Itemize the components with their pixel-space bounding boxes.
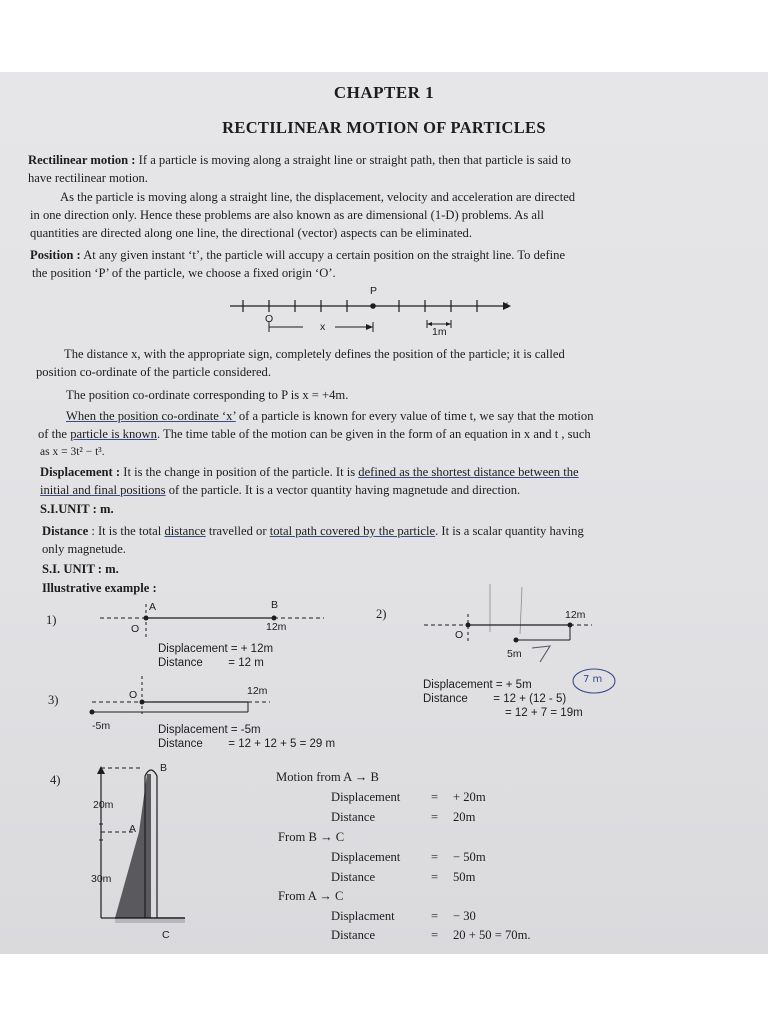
position-line1 (30, 247, 565, 264)
ex4-h-top: 20m (93, 799, 114, 811)
displacement-line2 (40, 482, 520, 499)
ex2-dist-right: 12m (565, 609, 586, 621)
ex4-row1-label: Distance (331, 810, 376, 824)
known-motion-underlined: When the position co-ordinate ‘x’ (66, 409, 236, 423)
known-motion-rest2: . The time table of the motion can be given in the form of an equation in x and t , such (156, 427, 591, 441)
si-unit-2: S.I. UNIT : m. (42, 562, 119, 576)
ex4-row3-eq: = (431, 870, 439, 884)
ex4-row5-label: Distance (331, 928, 376, 942)
rectilinear-line2: have rectilinear motion. (28, 171, 148, 185)
ex4-number: 4) (50, 773, 61, 787)
distance-text1c: . It is a scalar quantity having (435, 524, 584, 538)
position-line2: the position ‘P’ of the particle, we choose a fixed origin ‘O’. (32, 266, 336, 280)
distance-line1 (42, 523, 584, 540)
distance-ul1: distance (164, 524, 206, 538)
ex2-displacement: Displacement = + 5m (423, 679, 532, 691)
origin-o-label: O (265, 313, 274, 325)
illustrative-heading: Illustrative example : (42, 581, 157, 595)
para-1d-line3: quantities are directed along one line, the directional (vector) aspects can be eliminated. (30, 226, 472, 240)
ex3-displacement: Displacement = -5m (158, 724, 261, 736)
distance-term: Distance (42, 524, 89, 538)
ex4-row4-eq: = (431, 909, 439, 923)
point-p-marker (370, 303, 376, 309)
ex4-row3-value: 50m (453, 870, 476, 884)
ex4-row4-value: − 30 (453, 909, 476, 923)
displacement-line1 (40, 464, 579, 481)
ex1-distance: Distance = 12 m (158, 657, 264, 669)
ex2-distance-line1: Distance = 12 + (12 - 5) (423, 693, 567, 705)
para-1d-line1: As the particle is moving along a straight line, the displacement, velocity and acceleration are directed (60, 190, 576, 204)
ex4-row0-label: Displacement (331, 790, 401, 804)
ex4-motion-ab: Motion from A → B (276, 770, 379, 784)
ex1-label-b: B (271, 599, 279, 611)
coord-line: The position co-ordinate corresponding to P is x = +4m. (66, 388, 349, 402)
ex2-dist-left: 5m (507, 648, 522, 660)
ex4-row2-value: − 50m (453, 850, 486, 864)
position-text1: At any given instant ‘t’, the particle will accupy a certain position on the straight line. To define (83, 248, 566, 262)
ex1-displacement: Displacement = + 12m (158, 643, 274, 655)
ex3-dist: 12m (247, 685, 268, 697)
rectilinear-line1 (28, 152, 571, 169)
position-term: Position : (30, 248, 81, 262)
ex3-number: 3) (48, 693, 59, 707)
distance-line2: only magnetude. (42, 542, 126, 556)
distance-x-line1: The distance x, with the appropriate sign, completely defines the position of the particle; it is called (64, 347, 565, 361)
known-motion-pre2: of the (38, 427, 71, 441)
ex2-distance-line2: = 12 + 7 = 19m (505, 707, 583, 719)
ex2-handwritten-mark (528, 642, 558, 666)
ex4-row1-value: 20m (453, 810, 476, 824)
ex4-from-ac: From A → C (278, 889, 344, 903)
ex1-label-a: A (149, 601, 157, 613)
ex4-row2-label: Displacement (331, 850, 401, 864)
ex3-diagram (88, 674, 288, 724)
ex1-dist: 12m (266, 621, 287, 633)
distance-text1a: : It is the total (88, 524, 165, 538)
ex3-distance: Distance = 12 + 12 + 5 = 29 m (158, 738, 336, 750)
ex2-label-o: O (455, 629, 464, 641)
ex4-row1-eq: = (431, 810, 439, 824)
ex4-row0-value: + 20m (453, 790, 486, 804)
displacement-term: Displacement : (40, 465, 121, 479)
known-motion-line2 (38, 426, 591, 443)
ex3-label-o: O (129, 689, 138, 701)
ex1-label-o: O (131, 623, 140, 635)
ex4-row3-label: Distance (331, 870, 376, 884)
axis-x-label: x (503, 299, 509, 311)
ex4-label-b: B (160, 762, 168, 774)
ex4-row5-eq: = (431, 928, 439, 942)
ex4-h-bottom: 30m (91, 873, 112, 885)
known-motion-line3: as x = 3t² − t³. (40, 446, 105, 458)
displacement-ul2: initial and final positions (40, 483, 166, 497)
ex4-row0-eq: = (431, 790, 439, 804)
ex4-row2-eq: = (431, 850, 439, 864)
ex4-label-a: A (129, 823, 137, 835)
ex4-diagram (85, 762, 200, 937)
ex4-row5-value: 20 + 50 = 70m. (453, 928, 531, 942)
ex2-number: 2) (376, 607, 387, 621)
known-motion-ul2: particle is known (70, 427, 157, 441)
rectilinear-text1: If a particle is moving along a straight line or straight path, then that particle is said to (138, 153, 571, 167)
page-title: RECTILINEAR MOTION OF PARTICLES (222, 118, 546, 137)
rectilinear-term: Rectilinear motion : (28, 153, 136, 167)
displacement-rest2: of the particle. It is a vector quantity having magnetude and direction. (165, 483, 521, 497)
ex4-from-bc: From B → C (278, 830, 345, 844)
unit-1m-label: 1m (432, 326, 447, 338)
ex4-row4-label: Displacment (331, 909, 395, 923)
known-motion-rest1: of a particle is known for every value of time t, we say that the motion (235, 409, 594, 423)
ex4-label-c: C (162, 929, 170, 941)
distance-x-label: x (320, 321, 326, 333)
displacement-text1a: It is the change in position of the particle. It is (123, 465, 359, 479)
para-1d-line2: in one direction only. Hence these problems are also known as are dimensional (1-D) problems. As all (30, 208, 544, 222)
textbook-page (0, 72, 768, 954)
si-unit-1: S.I.UNIT : m. (40, 502, 114, 516)
distance-x-line2: position co-ordinate of the particle considered. (36, 365, 272, 379)
ex1-number: 1) (46, 613, 57, 627)
known-motion-line1 (66, 408, 594, 425)
distance-ul2: total path covered by the particle (269, 524, 436, 538)
point-p-label: P (370, 285, 378, 297)
chapter-heading: CHAPTER 1 (333, 83, 435, 102)
ex3-neg: -5m (92, 720, 111, 732)
distance-text1b: travelled or (205, 524, 270, 538)
ex2-pen-annotation: 7 m (583, 674, 603, 685)
displacement-ul1: defined as the shortest distance between the (358, 465, 579, 479)
